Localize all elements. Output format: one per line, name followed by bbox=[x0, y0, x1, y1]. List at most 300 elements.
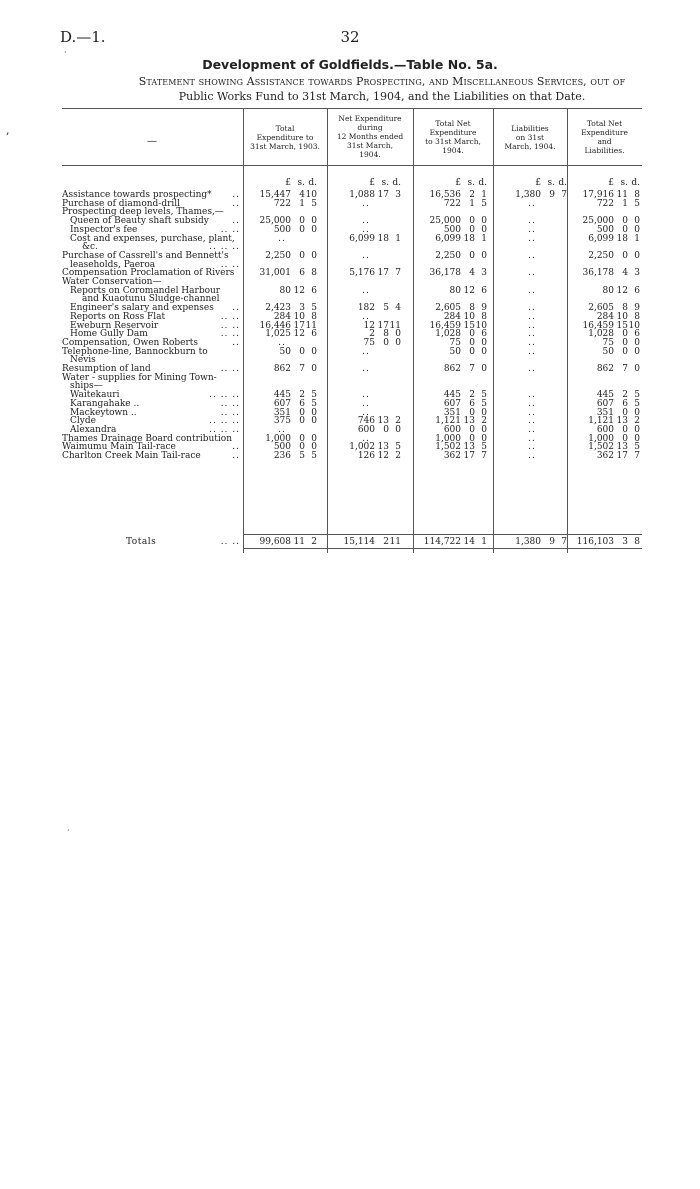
shillings-value: 9 bbox=[549, 537, 555, 547]
pence-value: 0 bbox=[481, 337, 487, 348]
pounds-value: 607 bbox=[273, 398, 291, 409]
pounds-value: 1,121 bbox=[435, 416, 461, 427]
row-label: Reports on Coromandel Harbour bbox=[70, 285, 221, 296]
pence-value: 0 bbox=[481, 433, 487, 444]
shillings-value: 15 bbox=[616, 320, 628, 331]
pounds-value: 80 bbox=[602, 285, 614, 296]
row-label: Inspector's fee bbox=[70, 224, 138, 235]
pence-value: 5 bbox=[481, 398, 487, 409]
shillings-value: 12 bbox=[293, 329, 305, 340]
row-label: Home Gully Dam bbox=[70, 329, 148, 340]
pounds-value: 500 bbox=[273, 442, 291, 453]
pounds-value: 351 bbox=[596, 407, 614, 418]
pence-value: 8 bbox=[311, 311, 317, 322]
pounds-value: 114,722 bbox=[423, 537, 461, 547]
empty-cell-dots: .. bbox=[528, 233, 536, 244]
shillings-value: 10 bbox=[463, 311, 475, 322]
shillings-value: 0 bbox=[299, 442, 305, 453]
pence-value: 5 bbox=[634, 198, 640, 209]
pence-value: 5 bbox=[481, 198, 487, 209]
shillings-value: 0 bbox=[622, 224, 628, 235]
pence-value: 5 bbox=[481, 390, 487, 401]
shillings-value: 0 bbox=[299, 407, 305, 418]
pence-value: 0 bbox=[481, 346, 487, 357]
row-label: Engineer's salary and expenses bbox=[70, 303, 214, 314]
shillings-value: 2 bbox=[469, 390, 475, 401]
empty-cell-dots: .. bbox=[362, 198, 370, 209]
pounds-value: 1,000 bbox=[588, 433, 614, 444]
leader-dots: .. .. bbox=[220, 320, 240, 331]
table-row bbox=[0, 451, 700, 461]
row-label: and Kuaotunu Sludge-channel bbox=[82, 294, 220, 305]
empty-cell-dots: .. bbox=[528, 198, 536, 209]
pence-value: 8 bbox=[311, 268, 317, 279]
pounds-value: 1,380 bbox=[515, 190, 541, 200]
empty-cell-dots: .. bbox=[528, 433, 536, 444]
pounds-value: 116,103 bbox=[576, 537, 614, 547]
shillings-value: 3 bbox=[622, 537, 628, 547]
totals-row-content bbox=[0, 537, 700, 547]
shillings-value: 0 bbox=[622, 329, 628, 340]
empty-cell-dots: .. bbox=[362, 407, 370, 418]
empty-cell-dots: .. bbox=[362, 398, 370, 409]
shillings-value: 1 bbox=[299, 198, 305, 209]
shillings-value: 6 bbox=[299, 268, 305, 279]
pence-unit: d. bbox=[631, 178, 640, 188]
shillings-value: 18 bbox=[616, 233, 628, 244]
pounds-value: 351 bbox=[273, 407, 291, 418]
pence-value: 0 bbox=[481, 216, 487, 227]
pounds-value: 6,099 bbox=[349, 233, 375, 244]
pence-value: 8 bbox=[634, 190, 640, 200]
shillings-value: 0 bbox=[469, 224, 475, 235]
pounds-value: 1,088 bbox=[349, 190, 375, 200]
pence-value: 0 bbox=[395, 424, 401, 435]
pence-value: 2 bbox=[311, 537, 317, 547]
pence-value: 2 bbox=[395, 416, 401, 427]
pence-value: 3 bbox=[634, 268, 640, 279]
pence-unit: d. bbox=[558, 178, 567, 188]
empty-cell-dots: .. bbox=[362, 433, 370, 444]
pence-value: 0 bbox=[481, 364, 487, 374]
pounds-value: 75 bbox=[602, 337, 614, 348]
pence-value: 6 bbox=[481, 329, 487, 340]
pence-value: 1 bbox=[481, 233, 487, 244]
pounds-value: 36,178 bbox=[582, 268, 614, 279]
pounds-value: 25,000 bbox=[429, 216, 461, 227]
header-bottom-rule bbox=[62, 165, 642, 166]
shillings-value: 4 bbox=[469, 268, 475, 279]
pounds-value: 500 bbox=[443, 224, 461, 235]
pounds-value: 375 bbox=[273, 416, 291, 427]
pounds-value: 284 bbox=[273, 311, 291, 322]
shillings-value: 10 bbox=[293, 311, 305, 322]
shillings-value: 12 bbox=[293, 285, 305, 296]
column-header: Total Net Expenditure and Liabilities. bbox=[581, 119, 628, 155]
pence-value: 5 bbox=[481, 442, 487, 453]
pence-value: 0 bbox=[481, 407, 487, 418]
pence-value: 8 bbox=[634, 537, 640, 547]
pounds-value: 445 bbox=[273, 390, 291, 401]
pence-value: 10 bbox=[628, 320, 640, 331]
pounds-value: 722 bbox=[443, 198, 461, 209]
shillings-value: 18 bbox=[377, 233, 389, 244]
pounds-value: 1,121 bbox=[588, 416, 614, 427]
empty-cell-dots: .. bbox=[362, 346, 370, 357]
pounds-value: 6,099 bbox=[588, 233, 614, 244]
pounds-value: 2,250 bbox=[265, 250, 291, 261]
pound-unit: £ bbox=[455, 178, 461, 188]
pounds-value: 1,000 bbox=[435, 433, 461, 444]
pence-value: 7 bbox=[395, 268, 401, 279]
shillings-value: 0 bbox=[622, 337, 628, 348]
empty-cell-dots: .. bbox=[528, 364, 536, 374]
pounds-value: 2,605 bbox=[588, 303, 614, 314]
pence-value: 5 bbox=[395, 442, 401, 453]
shillings-value: 2 bbox=[383, 537, 389, 547]
leader-dots: .. bbox=[232, 198, 240, 209]
pounds-value: 600 bbox=[357, 424, 375, 435]
pounds-value: 284 bbox=[443, 311, 461, 322]
pounds-value: 25,000 bbox=[582, 216, 614, 227]
pence-value: 0 bbox=[311, 433, 317, 444]
pounds-value: 2,605 bbox=[435, 303, 461, 314]
shillings-value: 13 bbox=[377, 442, 389, 453]
pounds-value: 126 bbox=[357, 451, 375, 461]
pounds-value: 15,114 bbox=[343, 537, 375, 547]
pounds-value: 50 bbox=[602, 346, 614, 357]
shilling-unit: s. bbox=[381, 178, 389, 188]
shillings-value: 12 bbox=[377, 451, 389, 461]
empty-cell-dots: .. bbox=[528, 451, 536, 461]
pounds-value: 25,000 bbox=[259, 216, 291, 227]
empty-cell-dots: .. bbox=[362, 390, 370, 401]
pence-unit: d. bbox=[478, 178, 487, 188]
pence-value: 0 bbox=[634, 364, 640, 374]
empty-cell-dots: .. bbox=[362, 285, 370, 296]
shillings-value: 2 bbox=[299, 390, 305, 401]
column-header: Liabilities on 31st March, 1904. bbox=[504, 124, 556, 151]
pounds-value: 16,536 bbox=[429, 190, 461, 200]
shillings-value: 10 bbox=[616, 311, 628, 322]
shillings-value: 0 bbox=[622, 424, 628, 435]
pence-value: 1 bbox=[395, 233, 401, 244]
shillings-value: 0 bbox=[622, 407, 628, 418]
pound-unit: £ bbox=[369, 178, 375, 188]
column-header: Total Expenditure to 31st March, 1903. bbox=[250, 124, 320, 151]
shillings-value: 0 bbox=[469, 433, 475, 444]
leader-dots: .. bbox=[232, 303, 240, 314]
empty-cell-dots: .. bbox=[528, 398, 536, 409]
shillings-value: 4 bbox=[299, 190, 305, 200]
label-column-header: — bbox=[147, 136, 157, 147]
pounds-value: 2,423 bbox=[265, 303, 291, 314]
pence-value: 0 bbox=[311, 224, 317, 235]
empty-cell-dots: .. bbox=[528, 416, 536, 427]
pence-value: 7 bbox=[561, 190, 567, 200]
shillings-value: 7 bbox=[622, 364, 628, 374]
pounds-value: 2,250 bbox=[435, 250, 461, 261]
shillings-value: 11 bbox=[616, 190, 628, 200]
empty-cell-dots: .. bbox=[528, 285, 536, 296]
leader-dots: .. bbox=[232, 337, 240, 348]
pence-value: 3 bbox=[481, 268, 487, 279]
empty-cell-dots: .. bbox=[528, 407, 536, 418]
shillings-value: 0 bbox=[383, 424, 389, 435]
pence-value: 8 bbox=[634, 311, 640, 322]
pence-value: 0 bbox=[634, 250, 640, 261]
empty-cell-dots: .. bbox=[362, 364, 370, 374]
row-label: leaseholds, Paeroa bbox=[70, 259, 156, 270]
shillings-value: 17 bbox=[463, 451, 475, 461]
pounds-value: 722 bbox=[273, 198, 291, 209]
row-label: Nevis bbox=[70, 355, 96, 366]
empty-cell-dots: .. bbox=[362, 216, 370, 227]
pence-value: 0 bbox=[634, 433, 640, 444]
shillings-value: 0 bbox=[469, 216, 475, 227]
pence-value: 5 bbox=[311, 398, 317, 409]
pounds-value: 1,380 bbox=[515, 537, 541, 547]
shillings-value: 14 bbox=[463, 537, 475, 547]
leader-dots: .. .. bbox=[220, 398, 240, 409]
row-label: Purchase of Cassrell's and Bennett's bbox=[62, 250, 229, 261]
pounds-value: 99,608 bbox=[259, 537, 291, 547]
leader-dots: .. .. bbox=[220, 329, 240, 340]
shillings-value: 3 bbox=[299, 303, 305, 314]
row-label: Prospecting deep levels, Thames,— bbox=[62, 207, 224, 218]
pence-value: 0 bbox=[481, 250, 487, 261]
row-label: Charlton Creek Main Tail-race bbox=[62, 451, 201, 461]
shillings-value: 0 bbox=[469, 329, 475, 340]
unit-header bbox=[0, 178, 700, 188]
shillings-value: 8 bbox=[622, 303, 628, 314]
pound-unit: £ bbox=[285, 178, 291, 188]
empty-cell-dots: .. bbox=[362, 311, 370, 322]
empty-cell-dots: .. bbox=[528, 442, 536, 453]
pounds-value: 50 bbox=[449, 346, 461, 357]
pounds-value: 746 bbox=[357, 416, 375, 427]
shillings-value: 17 bbox=[616, 451, 628, 461]
row-label: Reports on Ross Flat bbox=[70, 311, 166, 322]
empty-cell-dots: .. bbox=[528, 216, 536, 227]
margin-mark: · bbox=[67, 826, 70, 835]
row-label: Waimumu Main Tail-race bbox=[62, 442, 176, 453]
pence-value: 0 bbox=[634, 424, 640, 435]
statement-line-2: Public Works Fund to 31st March, 1904, and the Liabilities on that Date. bbox=[178, 90, 586, 103]
shillings-value: 7 bbox=[469, 364, 475, 374]
pounds-value: 445 bbox=[443, 390, 461, 401]
row-label: Clyde bbox=[70, 416, 96, 427]
shillings-value: 5 bbox=[299, 451, 305, 461]
shillings-value: 0 bbox=[383, 337, 389, 348]
empty-cell-dots: .. bbox=[278, 233, 286, 244]
pounds-value: 50 bbox=[279, 346, 291, 357]
row-label: Karangahake .. bbox=[70, 398, 140, 409]
column-header: Total Net Expenditure to 31st March, 1904. bbox=[425, 119, 481, 155]
pence-value: 6 bbox=[311, 329, 317, 340]
shillings-value: 6 bbox=[469, 398, 475, 409]
pence-value: 0 bbox=[481, 224, 487, 235]
pence-value: 6 bbox=[634, 285, 640, 296]
pence-value: 5 bbox=[634, 442, 640, 453]
pence-value: 0 bbox=[634, 407, 640, 418]
shillings-value: 12 bbox=[463, 285, 475, 296]
leader-dots: .. .. bbox=[220, 537, 240, 547]
shillings-value: 7 bbox=[299, 364, 305, 374]
pence-value: 9 bbox=[481, 303, 487, 314]
pence-value: 11 bbox=[389, 537, 401, 547]
leader-dots: .. bbox=[232, 216, 240, 227]
empty-cell-dots: .. bbox=[528, 329, 536, 340]
pounds-value: 862 bbox=[443, 364, 461, 374]
leader-dots: .. .. bbox=[220, 311, 240, 322]
pounds-value: 12 bbox=[363, 320, 375, 331]
shillings-value: 0 bbox=[299, 346, 305, 357]
pounds-value: 17,916 bbox=[582, 190, 614, 200]
shillings-value: 1 bbox=[622, 198, 628, 209]
empty-cell-dots: .. bbox=[528, 424, 536, 435]
pounds-value: 862 bbox=[596, 364, 614, 374]
table-title: Development of Goldfields.—Table No. 5a. bbox=[202, 57, 498, 72]
pence-value: 10 bbox=[305, 190, 317, 200]
pence-value: 0 bbox=[311, 250, 317, 261]
pence-value: 11 bbox=[389, 320, 401, 331]
pence-value: 8 bbox=[481, 311, 487, 322]
empty-cell-dots: .. bbox=[528, 337, 536, 348]
shillings-value: 0 bbox=[469, 337, 475, 348]
row-label: Purchase of diamond-drill bbox=[62, 198, 181, 209]
pounds-value: 607 bbox=[443, 398, 461, 409]
pence-value: 6 bbox=[634, 329, 640, 340]
shillings-value: 0 bbox=[299, 216, 305, 227]
pounds-value: 600 bbox=[443, 424, 461, 435]
leader-dots: .. .. .. bbox=[209, 416, 240, 427]
shillings-value: 6 bbox=[622, 398, 628, 409]
shillings-value: 17 bbox=[293, 320, 305, 331]
pounds-value: 1,502 bbox=[435, 442, 461, 453]
shillings-value: 8 bbox=[469, 303, 475, 314]
pence-value: 10 bbox=[475, 320, 487, 331]
shillings-value: 18 bbox=[463, 233, 475, 244]
pounds-value: 182 bbox=[357, 303, 375, 314]
row-label: &c. bbox=[82, 242, 98, 253]
pounds-value: 351 bbox=[443, 407, 461, 418]
shillings-value: 0 bbox=[469, 424, 475, 435]
shillings-value: 0 bbox=[622, 433, 628, 444]
row-label: ships— bbox=[70, 381, 103, 392]
leader-dots: .. .. bbox=[220, 364, 240, 374]
shillings-value: 13 bbox=[616, 416, 628, 427]
column-header: Net Expenditure during 12 Months ended 31st March, 1904. bbox=[336, 114, 404, 159]
pence-value: 0 bbox=[634, 216, 640, 227]
pounds-value: 80 bbox=[279, 285, 291, 296]
leader-dots: .. bbox=[232, 442, 240, 453]
pence-value: 0 bbox=[311, 364, 317, 374]
pounds-value: 862 bbox=[273, 364, 291, 374]
shillings-value: 0 bbox=[469, 407, 475, 418]
pence-value: 2 bbox=[395, 451, 401, 461]
shillings-value: 0 bbox=[622, 250, 628, 261]
shillings-value: 17 bbox=[377, 268, 389, 279]
row-label: Alexandra bbox=[70, 424, 117, 435]
shillings-value: 15 bbox=[463, 320, 475, 331]
row-label: Mackeytown .. bbox=[70, 407, 137, 418]
margin-mark: , bbox=[6, 124, 10, 137]
pence-value: 5 bbox=[634, 398, 640, 409]
row-label: Compensation, Owen Roberts bbox=[62, 337, 199, 348]
pence-value: 7 bbox=[481, 451, 487, 461]
pounds-value: 2 bbox=[369, 329, 375, 340]
shillings-value: 0 bbox=[469, 346, 475, 357]
row-label: Resumption of land bbox=[62, 364, 151, 374]
row-label: Queen of Beauty shaft subsidy bbox=[70, 216, 209, 227]
pounds-value: 5,176 bbox=[349, 268, 375, 279]
document-reference: D.—1. bbox=[60, 28, 106, 46]
pence-value: 0 bbox=[395, 337, 401, 348]
leader-dots: .. .. bbox=[220, 407, 240, 418]
empty-cell-dots: .. bbox=[528, 320, 536, 331]
pence-value: 0 bbox=[311, 407, 317, 418]
row-label: Water - supplies for Mining Town- bbox=[62, 372, 217, 383]
pence-value: 5 bbox=[634, 390, 640, 401]
leader-dots: .. .. bbox=[220, 224, 240, 235]
row-label: Assistance towards prospecting* bbox=[62, 190, 212, 200]
pence-value: 1 bbox=[481, 537, 487, 547]
totals-bottom-rule bbox=[243, 548, 642, 549]
row-label: Waitekauri bbox=[70, 390, 120, 401]
pence-value: 1 bbox=[634, 233, 640, 244]
shillings-value: 6 bbox=[299, 398, 305, 409]
pence-value: 0 bbox=[634, 224, 640, 235]
pence-value: 7 bbox=[634, 451, 640, 461]
shillings-value: 13 bbox=[463, 442, 475, 453]
shillings-value: 17 bbox=[377, 190, 389, 200]
pounds-value: 445 bbox=[596, 390, 614, 401]
pounds-value: 1,000 bbox=[265, 433, 291, 444]
pence-value: 2 bbox=[481, 416, 487, 427]
leader-dots: .. .. bbox=[220, 259, 240, 270]
pence-value: 4 bbox=[395, 303, 401, 314]
pounds-value: 31,001 bbox=[259, 268, 291, 279]
pounds-value: 362 bbox=[443, 451, 461, 461]
shillings-value: 0 bbox=[299, 433, 305, 444]
leader-dots: .. .. .. bbox=[209, 242, 240, 253]
shillings-value: 0 bbox=[622, 346, 628, 357]
pence-unit: d. bbox=[308, 178, 317, 188]
pound-unit: £ bbox=[608, 178, 614, 188]
empty-cell-dots: .. bbox=[528, 224, 536, 235]
shilling-unit: s. bbox=[467, 178, 475, 188]
pounds-value: 600 bbox=[596, 424, 614, 435]
pence-value: 5 bbox=[311, 303, 317, 314]
row-label: Telephone-line, Bannockburn to bbox=[62, 346, 208, 357]
empty-cell-dots: .. bbox=[528, 390, 536, 401]
row-label: Cost and expenses, purchase, plant, bbox=[70, 233, 235, 244]
row-label: Water Conservation— bbox=[62, 277, 162, 287]
shillings-value: 0 bbox=[622, 216, 628, 227]
pence-value: 5 bbox=[311, 198, 317, 209]
pence-unit: d. bbox=[392, 178, 401, 188]
pence-value: 0 bbox=[311, 216, 317, 227]
shillings-value: 13 bbox=[463, 416, 475, 427]
pounds-value: 1,025 bbox=[265, 329, 291, 340]
pounds-value: 15,447 bbox=[259, 190, 291, 200]
pounds-value: 16,459 bbox=[429, 320, 461, 331]
shillings-value: 5 bbox=[383, 303, 389, 314]
empty-cell-dots: .. bbox=[362, 250, 370, 261]
table-top-rule bbox=[62, 108, 642, 109]
shillings-value: 1 bbox=[469, 198, 475, 209]
